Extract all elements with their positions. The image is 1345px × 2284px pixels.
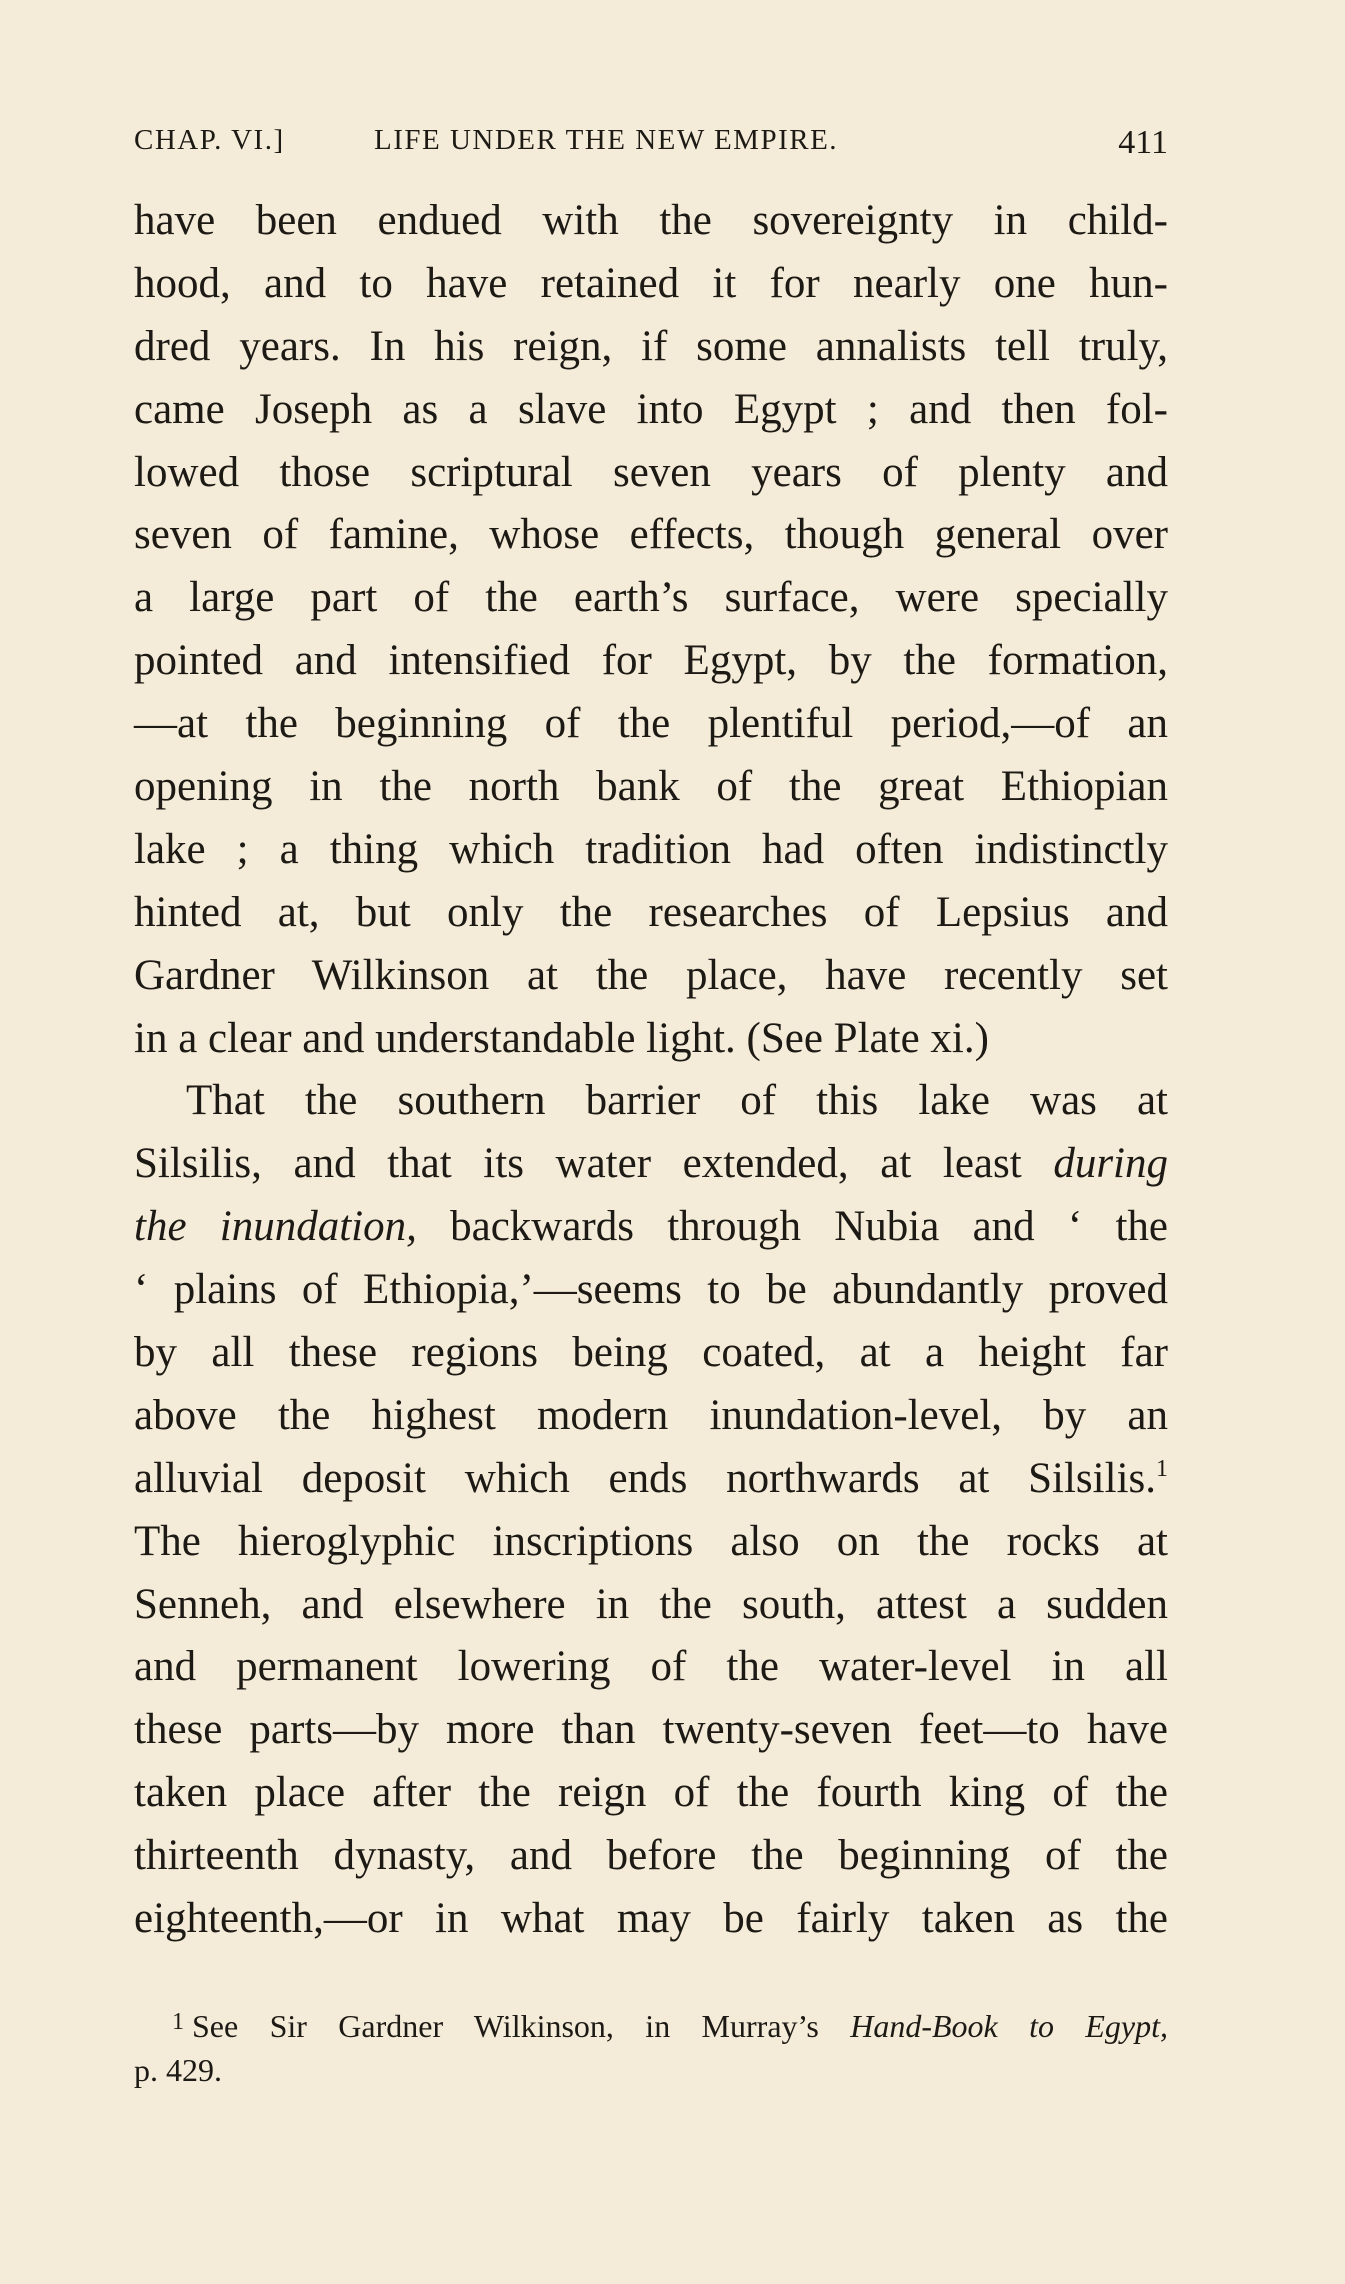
chapter-label: CHAP. VI.] — [134, 124, 285, 156]
running-header — [134, 124, 1168, 174]
text-line — [134, 945, 1168, 1008]
text-segment: pointed and intensified for Egypt, by the formation, — [134, 637, 1168, 685]
text-line — [134, 253, 1168, 316]
text-segment: dred years. In his reign, if some annalists tell truly, — [134, 322, 1168, 370]
text-line — [134, 630, 1168, 693]
text-segment: lowed those scriptural seven years of plenty and — [134, 448, 1168, 496]
text-segment: backwards through Nubia and ‘ the — [416, 1203, 1168, 1251]
text-segment: seven of famine, whose effects, though general over — [134, 511, 1168, 559]
text-line — [134, 504, 1168, 567]
footnote-text: See Sir Gardner Wilkinson, in Murray’s — [192, 2008, 851, 2044]
footnote-page-ref: p. 429. — [134, 2052, 222, 2088]
italic-text: during — [1053, 1140, 1168, 1188]
text-segment: Gardner Wilkinson at the place, have recently set — [134, 951, 1168, 999]
text-line — [134, 1888, 1168, 1951]
text-line — [134, 442, 1168, 505]
text-segment: —at the beginning of the plentiful period,—of an — [134, 700, 1168, 748]
text-line — [134, 1070, 1168, 1133]
text-line — [134, 1385, 1168, 1448]
text-segment: taken place after the reign of the fourth king of the — [134, 1769, 1168, 1817]
text-line — [134, 567, 1168, 630]
text-line — [134, 1511, 1168, 1574]
running-title: LIFE UNDER THE NEW EMPIRE. — [374, 124, 839, 156]
text-segment: The hieroglyphic inscriptions also on the rocks at — [134, 1517, 1168, 1565]
text-segment: lake ; a thing which tradition had often indistinctly — [134, 825, 1168, 873]
text-line — [134, 882, 1168, 945]
text-line — [134, 1196, 1168, 1259]
text-line — [134, 1008, 1168, 1071]
text-segment: ‘ plains of Ethiopia,’—seems to be abundantly proved — [134, 1266, 1168, 1314]
text-segment: hood, and to have retained it for nearly one hun- — [134, 259, 1168, 307]
footnote-line — [134, 2046, 1168, 2094]
text-segment: opening in the north bank of the great Ethiopian — [134, 763, 1168, 811]
text-segment: a large part of the earth’s surface, were specially — [134, 574, 1168, 622]
text-segment: have been endued with the sovereignty in child- — [134, 197, 1168, 244]
text-line — [134, 316, 1168, 379]
text-segment: above the highest modern inundation-level, by an — [134, 1391, 1168, 1439]
text-segment: thirteenth dynasty, and before the beginning of the — [134, 1832, 1168, 1880]
text-line — [134, 1259, 1168, 1322]
text-segment: these parts—by more than twenty-seven feet—to have — [134, 1706, 1168, 1754]
text-line — [134, 1699, 1168, 1762]
text-line — [134, 756, 1168, 819]
footnote-line — [134, 1998, 1168, 2046]
text-segment: eighteenth,—or in what may be fairly taken as the — [134, 1895, 1168, 1943]
text-segment: Silsilis, and that its water extended, at least — [134, 1140, 1054, 1188]
page-number: 411 — [1118, 124, 1168, 161]
footnote-marker: 1 — [172, 2009, 184, 2035]
text-line — [134, 1636, 1168, 1699]
text-line — [134, 379, 1168, 442]
text-line — [134, 1825, 1168, 1888]
text-line — [134, 693, 1168, 756]
text-segment: hinted at, but only the researches of Lepsius and — [134, 888, 1168, 936]
text-line — [134, 1574, 1168, 1637]
footnote-book-title: Hand-Book to Egypt, — [850, 2008, 1169, 2044]
text-line — [134, 1133, 1168, 1196]
text-line — [134, 1322, 1168, 1385]
text-segment: and permanent lowering of the water-level in all — [134, 1643, 1168, 1691]
footnote — [134, 1998, 1168, 2094]
text-line — [134, 819, 1168, 882]
text-segment: in a clear and understandable light. (See Plate xi.) — [134, 1014, 989, 1062]
text-segment: came Joseph as a slave into Egypt ; and then fol- — [134, 385, 1168, 433]
text-segment: by all these regions being coated, at a height far — [134, 1329, 1168, 1377]
text-segment: Senneh, and elsewhere in the south, attest a sudden — [134, 1580, 1168, 1628]
italic-text: the inundation, — [134, 1203, 417, 1251]
text-line — [134, 1448, 1168, 1511]
text-line — [134, 190, 1168, 253]
text-line — [134, 1762, 1168, 1825]
text-segment: That the southern barrier of this lake was at — [186, 1077, 1168, 1125]
footnote-ref: 1 — [1156, 1455, 1168, 1482]
text-segment: alluvial deposit which ends northwards at Silsilis. — [134, 1454, 1156, 1502]
body-text — [134, 190, 1168, 1951]
